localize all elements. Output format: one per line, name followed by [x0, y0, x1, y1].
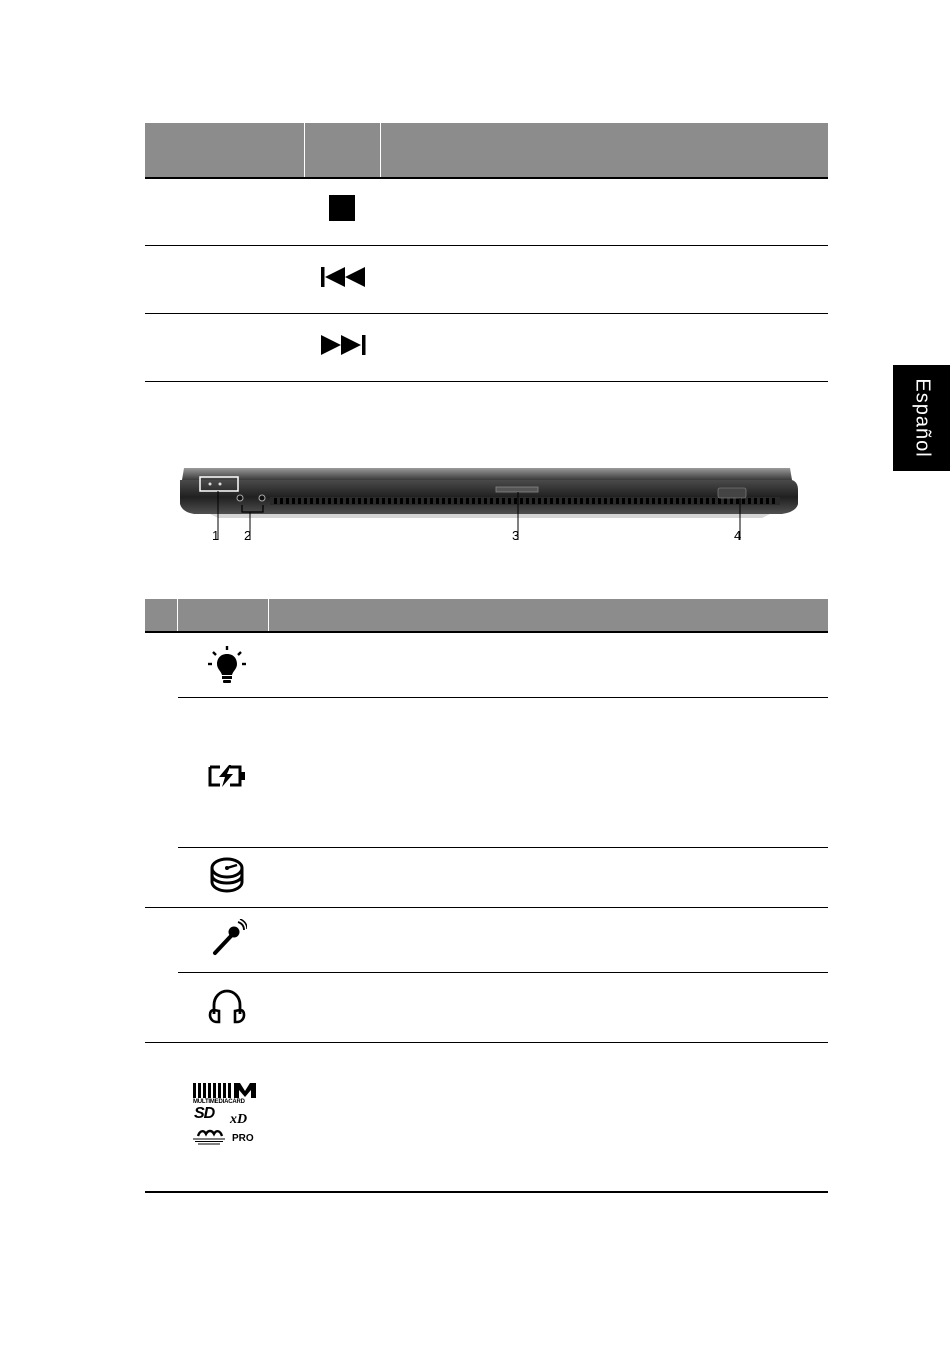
components-table-header: [145, 599, 828, 631]
battery-charge-icon: [207, 764, 247, 788]
headphones-icon: [207, 986, 247, 1026]
callout-3: 3: [512, 528, 520, 543]
sd-logo-text: SD: [194, 1105, 215, 1122]
power-indicator-icon: [207, 645, 247, 687]
language-tab-label: Español: [911, 378, 933, 458]
memory-stick-logo-icon: [192, 1129, 226, 1145]
mmc-logo-text: MULTIMEDIACARD: [193, 1099, 245, 1105]
media-table-header: [145, 123, 828, 177]
microphone-icon: [207, 919, 247, 959]
callout-4: 4: [734, 528, 742, 543]
pro-logo-text: PRO: [232, 1133, 254, 1144]
hdd-indicator-icon: [207, 856, 247, 896]
previous-track-icon: [321, 266, 367, 288]
laptop-front-view: [170, 460, 800, 545]
xd-logo-text: xD: [230, 1112, 248, 1127]
laptop-front-illustration: [170, 460, 800, 545]
stop-icon: [329, 195, 355, 221]
card-reader-formats-icon: [192, 1083, 258, 1149]
callout-1: 1: [212, 528, 220, 543]
next-track-icon: [321, 334, 367, 356]
mmc-logo-icon: [193, 1083, 257, 1099]
language-tab: [893, 365, 950, 471]
callout-2: 2: [244, 528, 252, 543]
